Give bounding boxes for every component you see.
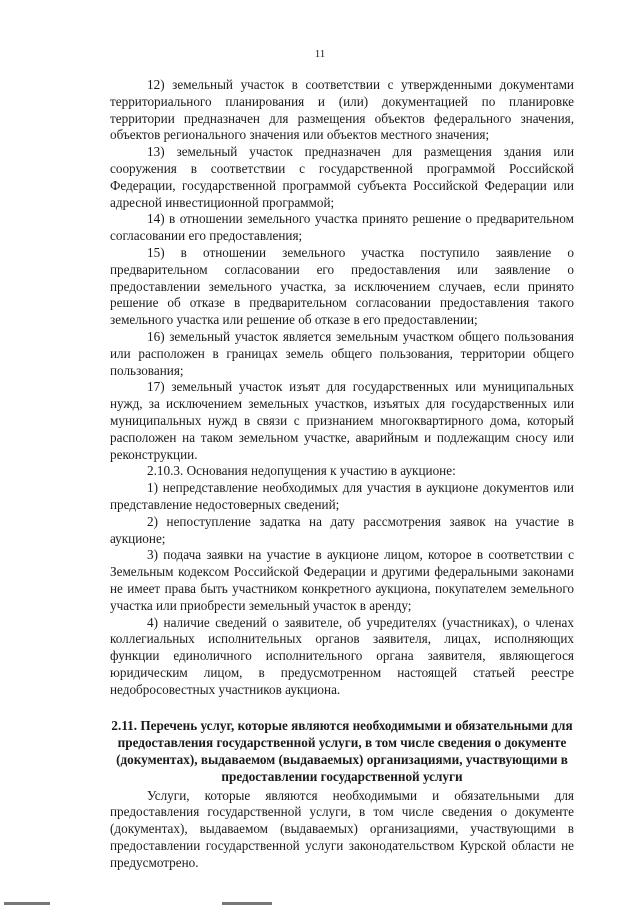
- document-body: [110, 77, 574, 872]
- clause-item-4: 4) наличие сведений о заявителе, об учредителях (участниках), о членах коллегиальных исполнительных органов заявителя, лицах, исполняющих функции единоличного исполнительного органа заявителя, являющегося юридическим лицом, в предусмотренном настоящей статьей реестре недобросовестных участников аукциона.: [110, 614, 574, 697]
- page-number: 11: [314, 48, 326, 60]
- clause-2-10-3-heading: 2.10.3. Основания недопущения к участию в аукционе:: [147, 463, 456, 479]
- paragraph-item-16: 16) земельный участок является земельным участком общего пользования или расположен в границах земель общего пользования, территории общего пользования;: [110, 328, 574, 378]
- paragraph-item-14: 14) в отношении земельного участка принято решение о предварительном согласовании его предоставления;: [110, 211, 574, 244]
- paragraph-item-13: 13) земельный участок предназначен для размещения здания или сооружения в соответствии с государственной программой Российской Федерации, государственной программой субъекта Российской Федерации или адресной инвестиционной программой;: [110, 144, 574, 210]
- clause-item-3: 3) подача заявки на участие в аукционе лицом, которое в соответствии с Земельным кодексом Российской Федерации и другими федеральными законами не имеет права быть участником конкретного аукциона, покупателем земельного участка или приобрести земельный участок в аренду;: [110, 547, 574, 613]
- section-2-11-text: Услуги, которые являются необходимыми и обязательными для предоставления государственной услуги, в том числе сведения о документе (документах), выдаваемом (выдаваемых) организациями, участвующими в предоставлении государственной услуги законодательством Курской области не предусмотрено.: [110, 787, 574, 870]
- clause-item-2: 2) непоступление задатка на дату рассмотрения заявок на участие в аукционе;: [110, 513, 574, 546]
- section-2-11-title: 2.11. Перечень услуг, которые являются необходимыми и обязательными для предоставления государственной услуги, в том числе сведения о документе (документах), выдаваемом (выдаваемых) организациями, участвующими в предоставлении государственной услуги: [111, 718, 573, 784]
- paragraph-item-17: 17) земельный участок изъят для государственных или муниципальных нужд, за исключением земельных участков, изъятых для государственных или муниципальных нужд в связи с признанием многоквартирного дома, который расположен на таком земельном участке, аварийным и подлежащим сносу или реконструкции.: [110, 379, 574, 462]
- paragraph-item-12: 12) земельный участок в соответствии с утвержденными документами территориального планирования и (или) документацией по планировке территории предназначен для размещения объектов федерального значения, объектов регионального значения или объектов местного значения;: [110, 77, 574, 143]
- paragraph-item-15: 15) в отношении земельного участка поступило заявление о предварительном согласовании его предоставления или заявление о предоставлении земельного участка, за исключением случаев, если принято решение об отказе в предварительном согласовании предоставления такого земельного участка или решение об отказе в его предоставлении;: [110, 244, 574, 328]
- clause-item-1: 1) непредставление необходимых для участия в аукционе документов или представление недостоверных сведений;: [110, 480, 574, 512]
